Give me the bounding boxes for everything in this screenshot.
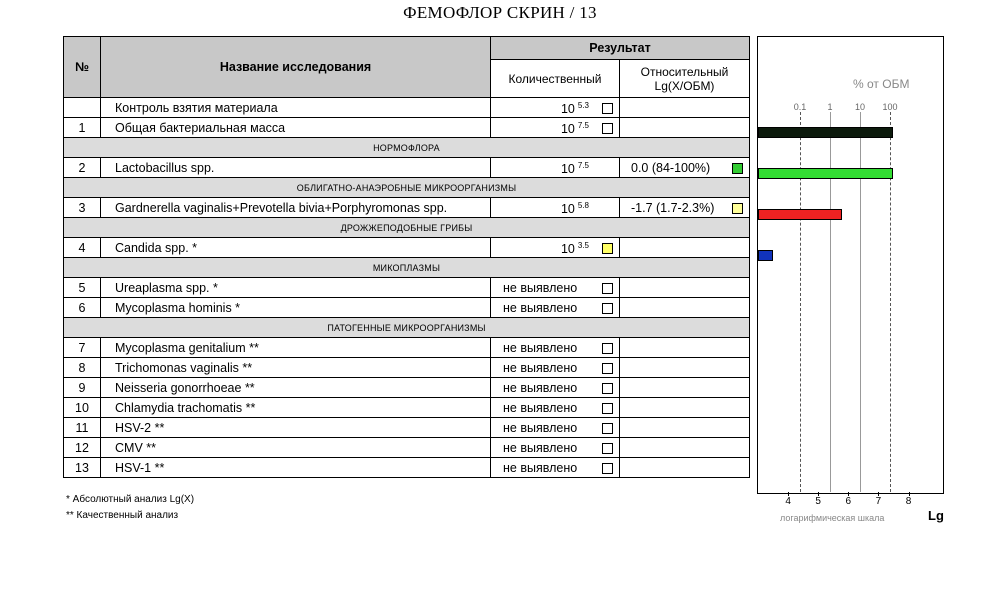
- test-name: HSV-1 **: [101, 458, 491, 478]
- percent-tick-label: 10: [854, 102, 866, 112]
- table-row: [64, 98, 750, 118]
- chart-bar: [758, 168, 893, 179]
- relative-cell: [620, 418, 750, 438]
- relative-cell: [620, 338, 750, 358]
- result-checkbox: [602, 103, 613, 114]
- relative-cell: [620, 98, 750, 118]
- relative-cell: [620, 358, 750, 378]
- value-base: 10: [560, 202, 575, 216]
- relative-cell: [620, 378, 750, 398]
- x-tick-mark: [818, 492, 819, 496]
- col-header-relative: [620, 60, 750, 98]
- not-detected-text: не выявлено: [503, 441, 578, 455]
- x-tick-label: 4: [785, 496, 791, 507]
- test-name: HSV-2 **: [101, 418, 491, 438]
- quantitative-cell: [491, 198, 620, 218]
- row-number: 6: [64, 298, 101, 318]
- chart-bar: [758, 250, 773, 261]
- chart-title: % от ОБМ: [853, 77, 910, 91]
- table-row: [64, 338, 750, 358]
- percent-tick-label: 0.1: [793, 102, 807, 112]
- test-name: Neisseria gonorrhoeae **: [101, 378, 491, 398]
- value-base: 10: [560, 102, 575, 116]
- result-checkbox: [602, 463, 613, 474]
- quantitative-cell: [491, 278, 620, 298]
- row-number: 8: [64, 358, 101, 378]
- test-name: Контроль взятия материала: [101, 98, 491, 118]
- table-row: [64, 418, 750, 438]
- quantitative-value: [561, 101, 589, 116]
- relative-cell: [620, 458, 750, 478]
- row-number: 5: [64, 278, 101, 298]
- row-number: 4: [64, 238, 101, 258]
- quantitative-cell: [491, 338, 620, 358]
- test-name: Mycoplasma genitalium **: [101, 338, 491, 358]
- col-header-quantitative: Количественный: [491, 60, 620, 98]
- test-name: Lactobacillus spp.: [101, 158, 491, 178]
- quantitative-cell: [491, 238, 620, 258]
- quantitative-cell: [491, 438, 620, 458]
- x-tick-mark: [878, 492, 879, 496]
- row-number: 3: [64, 198, 101, 218]
- test-name: CMV **: [101, 438, 491, 458]
- relative-indicator: [732, 163, 743, 174]
- quantitative-value: [561, 161, 589, 176]
- relative-cell: [620, 298, 750, 318]
- row-number: 12: [64, 438, 101, 458]
- not-detected-text: не выявлено: [503, 381, 578, 395]
- quantitative-cell: [491, 378, 620, 398]
- row-number: 13: [64, 458, 101, 478]
- not-detected-text: не выявлено: [503, 421, 578, 435]
- not-detected-text: не выявлено: [503, 301, 578, 315]
- result-checkbox: [602, 363, 613, 374]
- section-row: [64, 178, 750, 198]
- value-exponent: 7.5: [577, 121, 589, 130]
- value-exponent: 7.5: [577, 161, 589, 170]
- section-row: [64, 318, 750, 338]
- section-label: ПАТОГЕННЫЕ МИКРООРГАНИЗМЫ: [64, 318, 750, 338]
- not-detected-text: не выявлено: [503, 281, 578, 295]
- test-name: Trichomonas vaginalis **: [101, 358, 491, 378]
- table-row: [64, 158, 750, 178]
- result-checkbox: [602, 123, 613, 134]
- x-tick-label: 7: [875, 496, 882, 507]
- relative-cell: [620, 158, 750, 178]
- test-name: Общая бактериальная масса: [101, 118, 491, 138]
- value-exponent: 5.8: [577, 201, 589, 210]
- row-number: [64, 98, 101, 118]
- relative-indicator: [732, 203, 743, 214]
- relative-value: -1.7 (1.7-2.3%): [631, 201, 715, 215]
- page-title: ФЕМОФЛОР СКРИН / 13: [403, 3, 597, 22]
- not-detected-text: не выявлено: [503, 401, 578, 415]
- percent-tick-label: 1: [827, 102, 833, 112]
- x-tick-label: 6: [845, 496, 852, 507]
- chart-bar: [758, 127, 893, 138]
- value-base: 10: [560, 162, 575, 176]
- quantitative-cell: [491, 458, 620, 478]
- table-row: [64, 278, 750, 298]
- section-label: МИКОПЛАЗМЫ: [64, 258, 750, 278]
- col-header-result: Результат: [491, 37, 750, 60]
- result-checkbox: [602, 423, 613, 434]
- chart-xlabel: логарифмическая шкала: [780, 513, 885, 523]
- bar-chart-frame: [757, 36, 944, 494]
- relative-cell: [620, 118, 750, 138]
- test-name: Gardnerella vaginalis+Prevotella bivia+Porphyromonas spp.: [101, 198, 491, 218]
- value-base: 10: [560, 122, 575, 136]
- value-base: 10: [560, 242, 575, 256]
- relative-cell: [620, 238, 750, 258]
- quantitative-cell: [491, 418, 620, 438]
- result-checkbox: [602, 283, 613, 294]
- quantitative-cell: [491, 398, 620, 418]
- table-row: [64, 118, 750, 138]
- footnote-absolute: * Абсолютный анализ Lg(X): [66, 494, 195, 505]
- table-row: [64, 298, 750, 318]
- x-tick-label: 8: [905, 496, 912, 507]
- col-header-relative-line1: Относительный: [640, 64, 729, 79]
- row-number: 11: [64, 418, 101, 438]
- col-header-num: №: [64, 37, 101, 98]
- result-checkbox: [602, 383, 613, 394]
- x-tick-mark: [788, 492, 789, 496]
- quantitative-cell: [491, 358, 620, 378]
- quantitative-value: [561, 201, 589, 216]
- not-detected-text: не выявлено: [503, 461, 578, 475]
- not-detected-text: не выявлено: [503, 361, 578, 375]
- relative-value: 0.0 (84-100%): [631, 161, 711, 175]
- col-header-name: Название исследования: [101, 37, 491, 98]
- relative-cell: [620, 278, 750, 298]
- x-tick-label: 5: [815, 496, 821, 507]
- table-row: [64, 438, 750, 458]
- test-name: Mycoplasma hominis *: [101, 298, 491, 318]
- section-row: [64, 258, 750, 278]
- not-detected-text: не выявлено: [503, 341, 578, 355]
- test-name: Chlamydia trachomatis **: [101, 398, 491, 418]
- chart-bar: [758, 209, 842, 220]
- section-row: [64, 138, 750, 158]
- col-header-relative-line2: Lg(X/ОБМ): [654, 78, 715, 93]
- result-checkbox: [602, 343, 613, 354]
- table-row: [64, 458, 750, 478]
- section-label: ОБЛИГАТНО-АНАЭРОБНЫЕ МИКРООРГАНИЗМЫ: [64, 178, 750, 198]
- table-row: [64, 398, 750, 418]
- percent-tick-label: 100: [882, 102, 898, 112]
- quantitative-cell: [491, 158, 620, 178]
- relative-cell: [620, 398, 750, 418]
- x-tick-mark: [848, 492, 849, 496]
- result-checkbox: [602, 303, 613, 314]
- quantitative-value: [561, 121, 589, 136]
- result-checkbox: [602, 403, 613, 414]
- section-label: НОРМОФЛОРА: [64, 138, 750, 158]
- relative-cell: [620, 438, 750, 458]
- row-number: 10: [64, 398, 101, 418]
- test-name: Candida spp. *: [101, 238, 491, 258]
- result-checkbox: [602, 243, 613, 254]
- table-row: [64, 238, 750, 258]
- x-tick-mark: [909, 492, 910, 496]
- quantitative-cell: [491, 298, 620, 318]
- section-row: [64, 218, 750, 238]
- row-number: 9: [64, 378, 101, 398]
- row-number: 7: [64, 338, 101, 358]
- chart-xunit: Lg: [928, 508, 944, 523]
- quantitative-cell: [491, 98, 620, 118]
- value-exponent: 3.5: [577, 241, 589, 250]
- section-label: ДРОЖЖЕПОДОБНЫЕ ГРИБЫ: [64, 218, 750, 238]
- row-number: 1: [64, 118, 101, 138]
- quantitative-cell: [491, 118, 620, 138]
- table-row: [64, 198, 750, 218]
- results-table: [63, 36, 750, 478]
- value-exponent: 5.3: [577, 101, 589, 110]
- footnote-qualitative: ** Качественный анализ: [66, 510, 179, 521]
- table-row: [64, 378, 750, 398]
- quantitative-value: [561, 241, 589, 256]
- result-checkbox: [602, 443, 613, 454]
- row-number: 2: [64, 158, 101, 178]
- test-name: Ureaplasma spp. *: [101, 278, 491, 298]
- relative-cell: [620, 198, 750, 218]
- table-row: [64, 358, 750, 378]
